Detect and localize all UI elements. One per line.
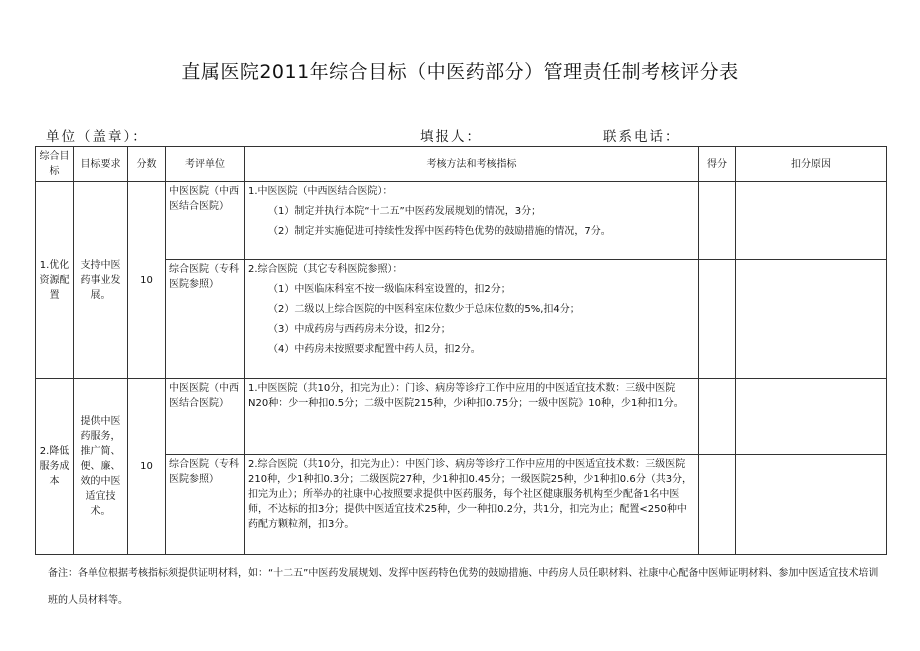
method-line: （2）制定并实施促进可持续性发挥中医药特色优势的鼓励措施的情况，7分。 (268, 226, 611, 237)
header-got-score: 得分 (699, 147, 736, 182)
method-cell (245, 260, 699, 379)
deduct-reason-cell[interactable] (736, 455, 887, 555)
got-score-cell[interactable] (699, 379, 736, 455)
method-cell (245, 182, 699, 260)
method-line: （4）中药房未按照要求配置中药人员，扣2分。 (268, 344, 481, 355)
document-title: 直属医院2011年综合目标（中医药部分）管理责任制考核评分表 (181, 61, 739, 83)
header-method: 考核方法和考核指标 (245, 147, 699, 182)
header-row (36, 147, 887, 182)
goal-cell: 2.降低服务成本 (36, 379, 74, 555)
unit-cell: 中医医院（中西医结合医院） (166, 379, 245, 455)
unit-cell: 综合医院（专科医院参照） (166, 260, 245, 379)
header-goal: 综合目标 (36, 147, 74, 182)
deduct-reason-cell[interactable] (736, 260, 887, 379)
deduct-reason-cell[interactable] (736, 182, 887, 260)
phone-label: 联系电话： (603, 129, 681, 145)
method-line: （1）制定并执行本院“十二五”中医药发展规划的情况，3分； (268, 206, 542, 217)
method-line: 1.中医医院（中西医结合医院）： (248, 186, 393, 197)
score-cell: 10 (128, 379, 166, 555)
requirement-cell: 支持中医药事业发展。 (74, 182, 128, 379)
table-row (36, 182, 887, 260)
header-requirement: 目标要求 (74, 147, 128, 182)
requirement-cell: 提供中医药服务，推广简、便、廉、效的中医适宜技术。 (74, 379, 128, 555)
goal-cell: 1.优化资源配置 (36, 182, 74, 379)
deduct-reason-cell[interactable] (736, 379, 887, 455)
assessment-table (35, 146, 887, 555)
method-line: （2）二级以上综合医院的中医科室床位数少于总床位数的5%,扣4分； (268, 304, 580, 315)
got-score-cell[interactable] (699, 260, 736, 379)
method-line: （1）中医临床科室不按一级临床科室设置的，扣2分； (268, 284, 511, 295)
unit-cell: 中医医院（中西医结合医院） (166, 182, 245, 260)
footnote: 备注：各单位根据考核指标须提供证明材料，如：“十二五”中医药发展规划、发挥中医药特色优势的鼓励措施、中药房人员任职材料、社康中心配备中医师证明材料、参加中医适宜技术培训班的人员材料等。 (48, 568, 879, 606)
table-row (36, 379, 887, 455)
header-score: 分数 (128, 147, 166, 182)
header-deduct-reason: 扣分原因 (736, 147, 887, 182)
score-cell: 10 (128, 182, 166, 379)
method-line: 2.综合医院（其它专科医院参照）： (248, 264, 403, 275)
method-cell: 1.中医医院（共10分，扣完为止）：门诊、病房等诊疗工作中应用的中医适宜技术数：三级中医院N20种：少一种扣0.5分；二级中医院215种，少i种扣0.75分；一级中医院》10种，少1种扣1分。 (245, 379, 699, 455)
method-cell: 2.综合医院（共10分，扣完为止）：中医门诊、病房等诊疗工作中应用的中医适宜技术数：三级医院210种，少1种扣0.3分；二级医院27种，少1种扣0.45分；一级医院25种，少1种扣0.6分（共3分，扣完为止）；所举办的社康中心按照要求提供中医药服务，每个社区健康服务机构至少配备1名中医师，不达标的扣3分；提供中医适宜技术25种，少一种扣0.2分，共1分，扣完为止；配置<250种中药配方颗粒剂，扣3分。 (245, 455, 699, 555)
unit-cell: 综合医院（专科医院参照） (166, 455, 245, 555)
method-line: （3）中成药房与西药房未分设，扣2分； (268, 324, 451, 335)
got-score-cell[interactable] (699, 182, 736, 260)
got-score-cell[interactable] (699, 455, 736, 555)
filler-label: 填报人： (420, 129, 482, 145)
unit-label: 单位（盖章）： (46, 129, 148, 145)
header-unit: 考评单位 (166, 147, 245, 182)
